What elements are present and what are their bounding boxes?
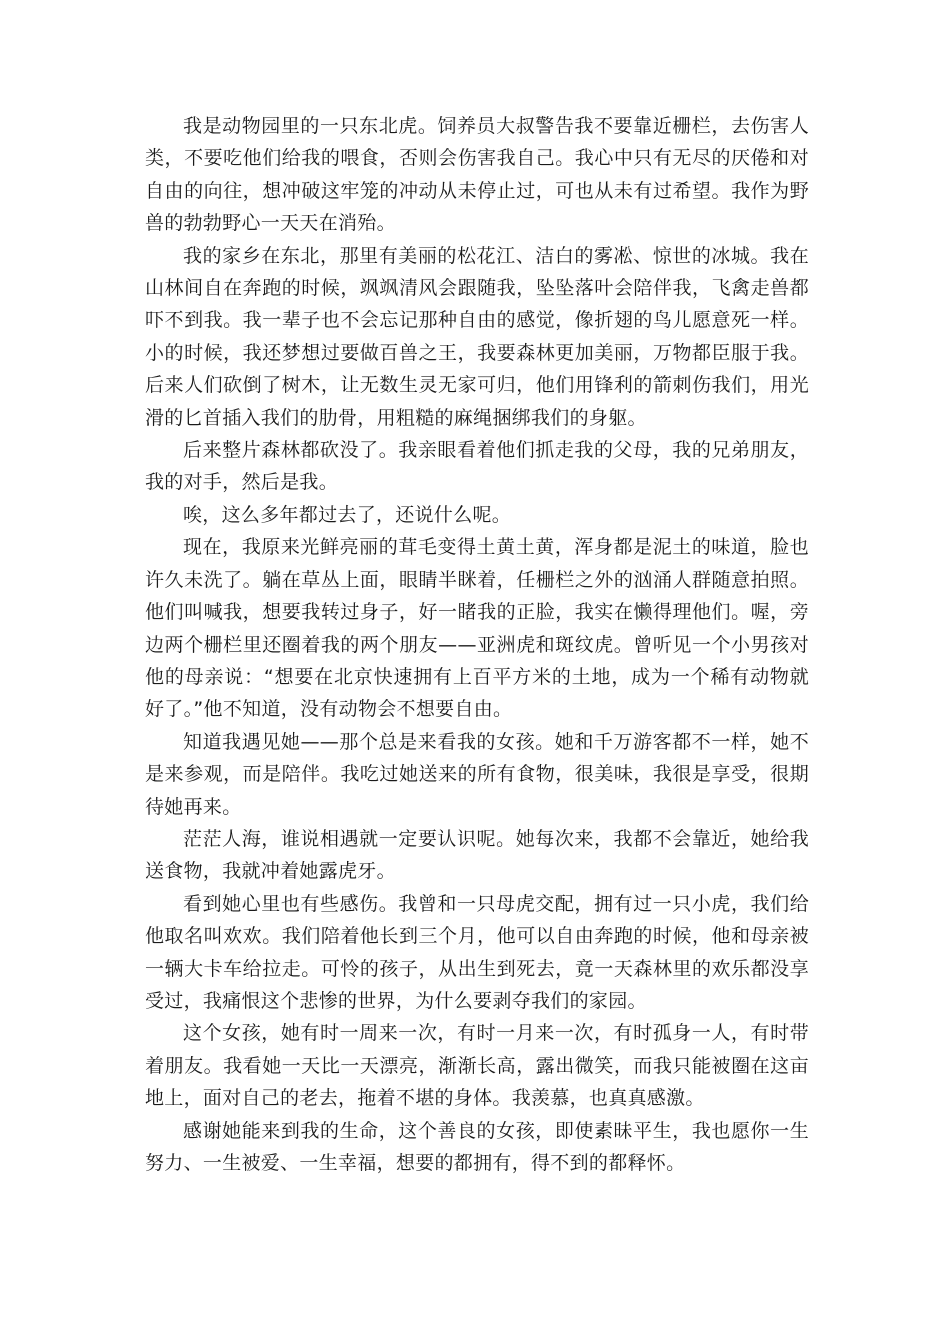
paragraph-1: 我是动物园里的一只东北虎。饲养员大叔警告我不要靠近栅栏，去伤害人类，不要吃他们给我的喂食，否则会伤害我自己。我心中只有无尽的厌倦和对自由的向往，想冲破这牢笼的冲动从未停止过，可也从未有过希望。我作为野兽的勃勃野心一天天在消殆。 — [145, 115, 809, 235]
paragraph-6: 知道我遇见她——那个总是来看我的女孩。她和千万游客都不一样，她不是来参观，而是陪伴。我吃过她送来的所有食物，很美味，我很是享受，很期待她再来。 — [145, 730, 809, 818]
paragraph-10: 感谢她能来到我的生命，这个善良的女孩，即使素昧平生，我也愿你一生努力、一生被爱、一生幸福，想要的都拥有，得不到的都释怀。 — [145, 1119, 809, 1174]
paragraph-4: 唉，这么多年都过去了，还说什么呢。 — [183, 503, 512, 526]
paragraph-9: 这个女孩，她有时一周来一次，有时一月来一次，有时孤身一人，有时带着朋友。我看她一天比一天漂亮，渐渐长高，露出微笑，而我只能被圈在这亩地上，面对自己的老去，拖着不堪的身体。我羡慕，也真真感激。 — [145, 1022, 809, 1110]
paragraph-8: 看到她心里也有些感伤。我曾和一只母虎交配，拥有过一只小虎，我们给他取名叫欢欢。我们陪着他长到三个月，他可以自由奔跑的时候，他和母亲被一辆大卡车给拉走。可怜的孩子，从出生到死去，竟一天森林里的欢乐都没享受过，我痛恨这个悲惨的世界，为什么要剥夺我们的家园。 — [145, 892, 809, 1012]
paragraph-3: 后来整片森林都砍没了。我亲眼看着他们抓走我的父母，我的兄弟朋友，我的对手，然后是我。 — [145, 439, 809, 494]
paragraph-7: 茫茫人海，谁说相遇就一定要认识呢。她每次来，我都不会靠近，她给我送食物，我就冲着她露虎牙。 — [145, 827, 809, 883]
article-body — [145, 110, 809, 1179]
paragraph-2: 我的家乡在东北，那里有美丽的松花江、洁白的雾凇、惊世的冰城。我在山林间自在奔跑的时候，飒飒清风会跟随我，坠坠落叶会陪伴我，飞禽走兽都吓不到我。我一辈子也不会忘记那种自由的感觉，像折翅的鸟儿愿意死一样。小的时候，我还梦想过要做百兽之王，我要森林更加美丽，万物都臣服于我。后来人们砍倒了树木，让无数生灵无家可归，他们用锋利的箭刺伤我们，用光滑的匕首插入我们的肋骨，用粗糙的麻绳捆绑我们的身躯。 — [145, 244, 809, 429]
paragraph-5: 现在，我原来光鲜亮丽的茸毛变得土黄土黄，浑身都是泥土的味道，脸也许久未洗了。躺在草丛上面，眼睛半眯着，任栅栏之外的汹涌人群随意拍照。他们叫喊我，想要我转过身子，好一睹我的正脸，我实在懒得理他们。喔，旁边两个栅栏里还圈着我的两个朋友——亚洲虎和斑纹虎。曾听见一个小男孩对他的母亲说：“想要在北京快速拥有上百平方米的土地，成为一个稀有动物就好了。”他不知道，没有动物会不想要自由。 — [145, 536, 809, 721]
